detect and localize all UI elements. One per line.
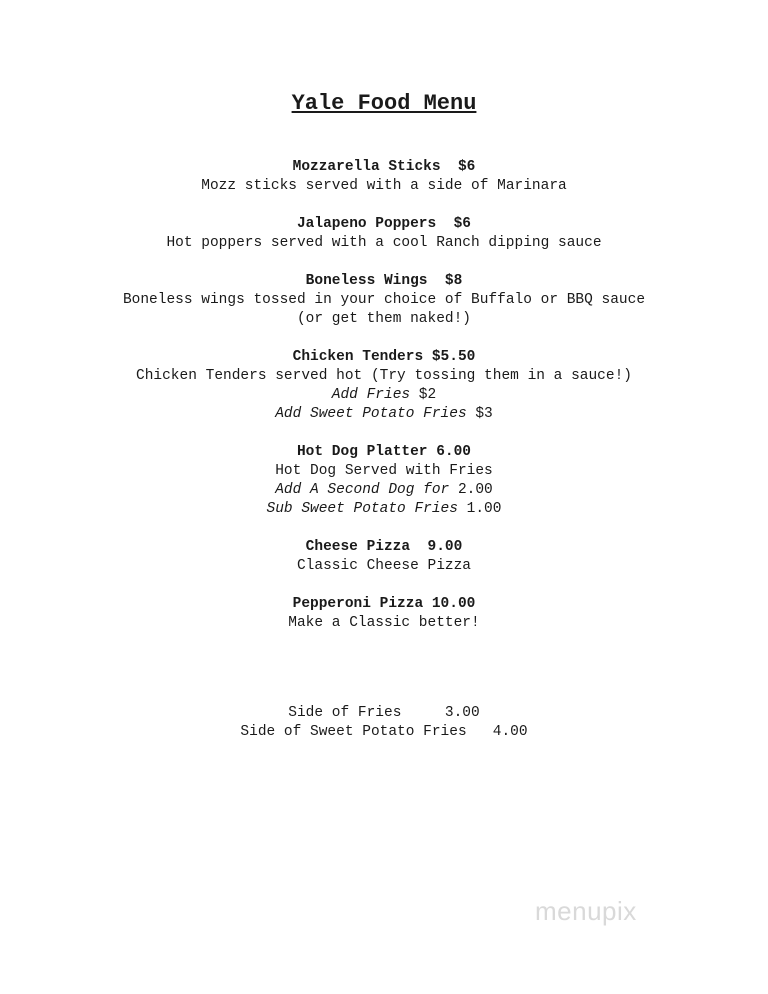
menu-item-addon: Add A Second Dog for 2.00 bbox=[275, 482, 493, 498]
menu-item bbox=[0, 272, 768, 329]
menu-item bbox=[0, 348, 768, 424]
menu-item-addon: Add Fries $2 bbox=[331, 387, 437, 403]
menu-items-list bbox=[0, 158, 768, 652]
menu-item-addon: Add Sweet Potato Fries $3 bbox=[275, 406, 493, 422]
menu-item-description: Mozz sticks served with a side of Marinara bbox=[201, 178, 567, 194]
menu-item-description: Boneless wings tossed in your choice of Buffalo or BBQ sauce bbox=[122, 292, 646, 308]
sides-list bbox=[0, 704, 768, 742]
page-title: Yale Food Menu bbox=[291, 91, 477, 116]
menu-item bbox=[0, 215, 768, 253]
menu-item-name: Boneless Wings $8 bbox=[305, 273, 463, 289]
menu-item bbox=[0, 595, 768, 633]
menu-item-name: Chicken Tenders $5.50 bbox=[292, 349, 476, 365]
side-item: Side of Sweet Potato Fries 4.00 bbox=[240, 724, 528, 740]
menu-item-description: Chicken Tenders served hot (Try tossing them in a sauce!) bbox=[136, 368, 632, 384]
menu-item-name: Hot Dog Platter 6.00 bbox=[296, 444, 472, 460]
menu-item-description: Hot poppers served with a cool Ranch dipping sauce bbox=[166, 235, 602, 251]
menu-item-description: Classic Cheese Pizza bbox=[296, 558, 472, 574]
side-item: Side of Fries 3.00 bbox=[288, 705, 480, 721]
menu-item-name: Pepperoni Pizza 10.00 bbox=[292, 596, 476, 612]
menu-item-name: Jalapeno Poppers $6 bbox=[296, 216, 472, 232]
menu-item bbox=[0, 443, 768, 519]
menu-item-description: Make a Classic better! bbox=[288, 615, 480, 631]
menupix-watermark: menupix bbox=[535, 896, 637, 926]
menu-item-description: (or get them naked!) bbox=[296, 311, 472, 327]
menu-item bbox=[0, 158, 768, 196]
menu-item-description: Hot Dog Served with Fries bbox=[275, 463, 493, 479]
menu-item-name: Cheese Pizza 9.00 bbox=[305, 539, 463, 555]
menu-item-name: Mozzarella Sticks $6 bbox=[292, 159, 476, 175]
menu-item bbox=[0, 538, 768, 576]
menu-item-addon: Sub Sweet Potato Fries 1.00 bbox=[266, 501, 502, 517]
